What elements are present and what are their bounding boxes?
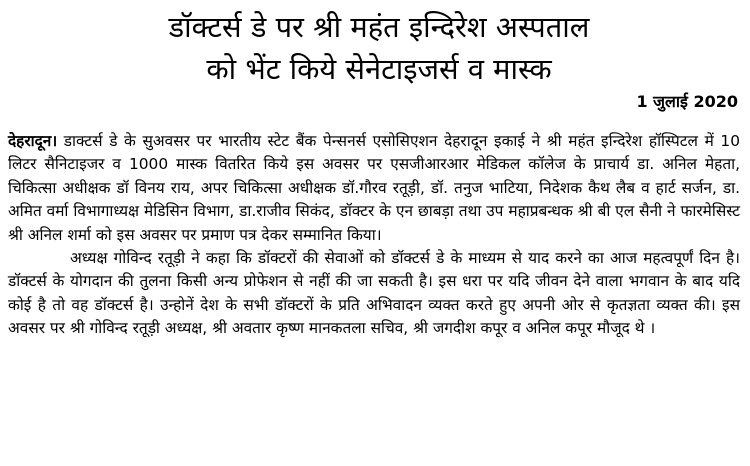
article-body bbox=[8, 130, 740, 341]
headline-line-1: डॉक्टर्स डे पर श्री महंत इन्दिरेश अस्पताल bbox=[168, 10, 590, 44]
paragraph-2: अध्यक्ष गोविन्द रतूड़ी ने कहा कि डॉक्टरों की सेवाओं को डॉक्टर्स डे के माध्यम से याद करने का आज महत्वपूर्णं दिन है। डॉक्टर्स के योगदान की तुलना किसी अन्य प्रोफेशन से नहीं की जा सकती है। इस धरा पर यदि जीवन देने वाला भगवान के बाद यदि कोई है तो वह डॉक्टर्स है। उन्होनें देश के सभी डॉक्टरों के प्रति अभिवादन व्यक्त करते हुए अपनी ओर से कृतज्ञता व्यक्त की। इस अवसर पर श्री गोविन्द रतूड़ी अध्यक्ष, श्री अवतार कृष्ण मानकतला सचिव, श्री जगदीश कपूर व अनिल कपूर मौजूद थे । bbox=[8, 249, 741, 338]
paragraph-1-text: डाक्टर्स डे के सुअवसर पर भारतीय स्टेट बैंक पेन्सनर्स एसोसिएशन देहरादून इकाई ने श्री महंत इन्दिरेश हॉस्पिटल में 10 लिटर सैनिटाइजर व 1000 मास्क वितरित किये इस अवसर पर एसजीआरआर मेडिकल कॉलेज के प्राचार्य डा. अनिल मेहता, चिकित्सा अधीक्षक डॉ विनय राय, अपर चिकित्सा अधीक्षक डॉ.गौरव रतूड़ी, डॉ. तनुज भाटिया, निदेशक कैथ लैब व हार्ट सर्जन, डा. अमित वर्मा विभागाध्यक्ष मेडिसिन विभाग, डा.राजीव सिकंद, डॉक्टर के एन छाबड़ा तथा उप महाप्रबन्धक श्री बी एल सैनी ने फारमेसिस्ट श्री अनिल शर्मा को इस अवसर पर प्रमाण पत्र देकर सम्मानित किया। bbox=[8, 132, 740, 244]
article-date: 1 जुलाई 2020 bbox=[636, 92, 738, 111]
headline bbox=[8, 6, 740, 90]
dateline: देहरादून। bbox=[8, 132, 58, 150]
headline-line-2: को भेंट किये सेनेटाइजर्स व मास्क bbox=[206, 52, 552, 86]
paragraph-1 bbox=[8, 130, 740, 247]
